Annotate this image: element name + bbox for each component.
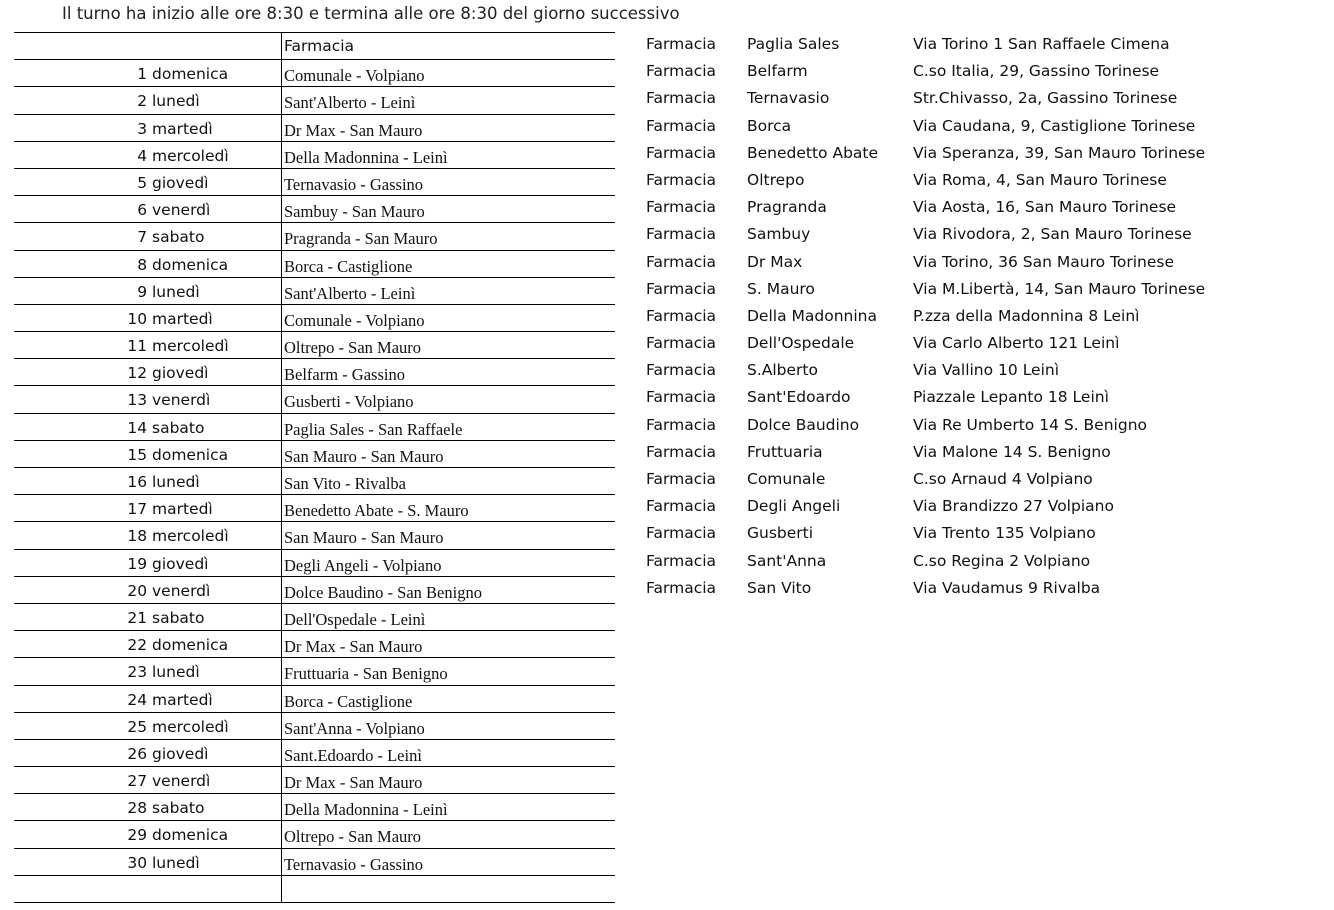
pharmacy-on-duty: San Vito - Rivalba	[284, 474, 406, 493]
weekday: mercoledì	[152, 337, 229, 356]
directory-name: Belfarm	[747, 62, 808, 81]
pharmacy-on-duty: Comunale - Volpiano	[284, 310, 425, 330]
directory-address: Via Torino, 36 San Mauro Torinese	[913, 252, 1174, 271]
pharmacy-on-duty: Della Madonnina - Leinì	[284, 800, 448, 820]
pharmacy-on-duty: Benedetto Abate - S. Mauro	[284, 501, 469, 521]
weekday: domenica	[152, 65, 229, 84]
schedule-row	[14, 849, 615, 876]
directory-type: Farmacia	[646, 442, 717, 461]
column-divider	[281, 577, 282, 604]
directory-address: C.so Regina 2 Volpiano	[913, 551, 1091, 570]
schedule-row	[14, 142, 615, 169]
schedule-day	[14, 364, 234, 382]
column-divider	[281, 33, 282, 60]
schedule-table	[14, 32, 615, 903]
day-number: 24	[127, 690, 148, 709]
column-divider	[281, 87, 282, 114]
directory-name: Degli Angeli	[747, 497, 841, 516]
schedule-row	[14, 468, 615, 495]
directory-type: Farmacia	[646, 89, 717, 108]
directory-address: Via Speranza, 39, San Mauro Torinese	[913, 143, 1206, 162]
schedule-row	[14, 767, 615, 794]
schedule-row	[14, 522, 615, 549]
directory-type: Farmacia	[646, 334, 717, 353]
schedule-day	[14, 718, 234, 736]
directory-name: Sambuy	[747, 225, 811, 244]
directory-name: San Vito	[747, 578, 812, 597]
pharmacy-on-duty: Borca - Castiglione	[284, 691, 413, 711]
schedule-row	[14, 359, 615, 386]
directory-name: Comunale	[747, 470, 826, 488]
pharmacy-on-duty: Paglia Sales - San Raffaele	[284, 419, 463, 439]
pharmacy-on-duty: Sant'Alberto - Leinì	[284, 283, 416, 303]
column-divider	[281, 767, 282, 794]
directory-address: Via Vaudamus 9 Rivalba	[913, 578, 1101, 597]
directory-type: Farmacia	[646, 35, 717, 53]
column-divider	[281, 604, 282, 631]
schedule-row	[14, 713, 615, 740]
day-number: 21	[127, 608, 148, 627]
column-divider	[281, 441, 282, 468]
weekday: martedì	[152, 500, 213, 519]
schedule-day	[14, 473, 234, 491]
day-number: 28	[127, 799, 148, 818]
pharmacy-on-duty: Dolce Baudino - San Benigno	[284, 582, 482, 602]
pharmacy-on-duty: San Mauro - San Mauro	[284, 528, 444, 548]
schedule-row	[14, 821, 615, 848]
pharmacy-on-duty: Dr Max - San Mauro	[284, 120, 423, 140]
directory-address: Via Brandizzo 27 Volpiano	[913, 497, 1114, 516]
column-divider	[281, 414, 282, 441]
weekday: giovedì	[152, 364, 209, 383]
weekday: venerdì	[152, 772, 211, 791]
page-title: Il turno ha inizio alle ore 8:30 e termina alle ore 8:30 del giorno successivo	[62, 4, 680, 23]
pharmacy-on-duty: Comunale - Volpiano	[284, 66, 425, 86]
directory-address: Via Torino 1 San Raffaele Cimena	[913, 35, 1170, 53]
column-divider	[281, 821, 282, 848]
schedule-row	[14, 495, 615, 522]
directory-type: Farmacia	[646, 415, 717, 434]
directory-type: Farmacia	[646, 497, 717, 516]
directory-name: Paglia Sales	[747, 35, 840, 53]
directory-address: P.zza della Madonnina 8 Leinì	[913, 306, 1140, 325]
column-divider	[281, 522, 282, 549]
schedule-day	[14, 636, 234, 654]
day-number: 12	[127, 364, 148, 383]
day-number: 5	[137, 173, 148, 192]
schedule-day	[14, 120, 234, 138]
directory-type: Farmacia	[646, 198, 717, 217]
day-number: 3	[137, 119, 148, 138]
column-divider	[281, 740, 282, 767]
directory-address: Via Vallino 10 Leinì	[913, 361, 1060, 380]
schedule-day	[14, 609, 234, 627]
column-divider	[281, 495, 282, 522]
schedule-row	[14, 251, 615, 278]
schedule-day	[14, 65, 234, 83]
column-divider	[281, 169, 282, 196]
day-number: 11	[127, 337, 148, 356]
column-divider	[281, 278, 282, 305]
directory-address: C.so Italia, 29, Gassino Torinese	[913, 62, 1160, 81]
day-number: 30	[127, 853, 148, 872]
schedule-day	[14, 854, 234, 872]
schedule-day	[14, 174, 234, 192]
column-divider	[281, 223, 282, 250]
directory-name: Dell'Ospedale	[747, 334, 855, 353]
column-divider	[281, 196, 282, 223]
pharmacy-on-duty: Dr Max - San Mauro	[284, 773, 423, 793]
column-divider	[281, 332, 282, 359]
weekday: lunedì	[152, 853, 200, 872]
directory-name: Borca	[747, 116, 792, 135]
weekday: domenica	[152, 636, 229, 655]
schedule-day	[14, 228, 234, 246]
schedule-day	[14, 92, 234, 110]
directory-type: Farmacia	[646, 116, 717, 135]
directory-name: S. Mauro	[747, 279, 815, 298]
weekday: domenica	[152, 445, 229, 464]
weekday: venerdì	[152, 201, 211, 220]
schedule-day	[14, 826, 234, 844]
schedule-day	[14, 745, 234, 763]
schedule-row	[14, 115, 615, 142]
day-number: 22	[127, 636, 148, 655]
weekday: sabato	[152, 228, 205, 247]
column-divider	[281, 686, 282, 713]
weekday: mercoledì	[152, 717, 229, 736]
column-divider	[281, 305, 282, 332]
day-number: 15	[127, 445, 148, 464]
directory-type: Farmacia	[646, 388, 717, 407]
directory-type: Farmacia	[646, 361, 717, 380]
pharmacy-on-duty: Sant.Edoardo - Leinì	[284, 745, 422, 765]
directory-name: Pragranda	[747, 198, 827, 217]
schedule-row	[14, 414, 615, 441]
pharmacy-on-duty: Belfarm - Gassino	[284, 365, 405, 385]
weekday: lunedì	[152, 473, 200, 491]
directory-address: Via Roma, 4, San Mauro Torinese	[913, 170, 1167, 189]
schedule-day	[14, 663, 234, 681]
schedule-day	[14, 256, 234, 274]
day-number: 16	[127, 473, 148, 491]
directory-type: Farmacia	[646, 62, 717, 81]
pharmacy-on-duty: Borca - Castiglione	[284, 256, 413, 276]
directory-type: Farmacia	[646, 252, 717, 271]
column-divider	[281, 876, 282, 903]
schedule-row	[14, 196, 615, 223]
column-divider	[281, 251, 282, 278]
weekday: mercoledì	[152, 527, 229, 546]
pharmacy-on-duty: Sant'Anna - Volpiano	[284, 718, 425, 738]
directory-name: Fruttuaria	[747, 442, 823, 461]
schedule-row	[14, 87, 615, 114]
schedule-row	[14, 169, 615, 196]
schedule-day	[14, 772, 234, 790]
weekday: giovedì	[152, 554, 209, 573]
schedule-day	[14, 391, 234, 409]
day-number: 1	[137, 65, 148, 84]
pharmacy-on-duty: Fruttuaria - San Benigno	[284, 664, 448, 684]
directory-name: Benedetto Abate	[747, 143, 879, 162]
directory-type: Farmacia	[646, 225, 717, 244]
pharmacy-on-duty: Degli Angeli - Volpiano	[284, 555, 442, 575]
pharmacy-on-duty: San Mauro - San Mauro	[284, 446, 444, 466]
schedule-row	[14, 686, 615, 713]
weekday: giovedì	[152, 173, 209, 192]
pharmacy-on-duty: Oltrepo - San Mauro	[284, 338, 422, 358]
directory-name: Sant'Anna	[747, 551, 827, 570]
schedule-row	[14, 794, 615, 821]
directory-name: Gusberti	[747, 524, 814, 543]
schedule-day	[14, 337, 234, 355]
column-divider	[281, 386, 282, 413]
directory-address: Via Rivodora, 2, San Mauro Torinese	[913, 225, 1192, 244]
directory-type: Farmacia	[646, 170, 717, 189]
schedule-row	[14, 441, 615, 468]
weekday: venerdì	[152, 581, 211, 600]
directory-address: Via Carlo Alberto 121 Leinì	[913, 334, 1120, 353]
directory-type: Farmacia	[646, 306, 717, 325]
day-number: 27	[127, 772, 148, 791]
weekday: giovedì	[152, 744, 209, 763]
weekday: lunedì	[152, 663, 200, 682]
schedule-row	[14, 223, 615, 250]
column-divider	[281, 713, 282, 740]
column-divider	[281, 550, 282, 577]
schedule-row	[14, 577, 615, 604]
schedule-row	[14, 305, 615, 332]
directory-type: Farmacia	[646, 279, 717, 298]
schedule-day	[14, 147, 234, 165]
day-number: 25	[127, 717, 148, 736]
column-divider	[281, 359, 282, 386]
day-number: 17	[127, 500, 148, 519]
day-number: 7	[137, 228, 148, 247]
schedule-day	[14, 799, 234, 817]
pharmacy-on-duty: Pragranda - San Mauro	[284, 229, 438, 249]
weekday: lunedì	[152, 92, 200, 111]
weekday: martedì	[152, 690, 213, 709]
directory-name: S.Alberto	[747, 361, 818, 380]
directory-name: Oltrepo	[747, 170, 805, 189]
directory-address: Via Re Umberto 14 S. Benigno	[913, 415, 1147, 434]
weekday: sabato	[152, 799, 205, 818]
directory-name: Ternavasio	[747, 89, 830, 108]
schedule-row	[14, 604, 615, 631]
schedule-row	[14, 60, 615, 87]
day-number: 8	[137, 255, 148, 274]
weekday: venerdì	[152, 391, 211, 410]
schedule-day	[14, 555, 234, 573]
weekday: mercoledì	[152, 146, 229, 165]
weekday: sabato	[152, 608, 205, 627]
schedule-row	[14, 740, 615, 767]
schedule-header-row	[14, 33, 615, 60]
day-number: 23	[127, 663, 148, 682]
directory-type: Farmacia	[646, 524, 717, 543]
day-number: 20	[127, 581, 148, 600]
pharmacy-column-header: Farmacia	[284, 37, 355, 55]
day-number: 2	[137, 92, 148, 111]
directory-type: Farmacia	[646, 551, 717, 570]
weekday: lunedì	[152, 282, 200, 301]
pharmacy-on-duty: Gusberti - Volpiano	[284, 392, 414, 412]
column-divider	[281, 468, 282, 495]
directory-name: Sant'Edoardo	[747, 388, 851, 407]
pharmacy-on-duty: Oltrepo - San Mauro	[284, 827, 422, 847]
column-divider	[281, 60, 282, 87]
schedule-day	[14, 419, 234, 437]
column-divider	[281, 631, 282, 658]
column-divider	[281, 794, 282, 821]
schedule-day	[14, 691, 234, 709]
day-number: 4	[137, 146, 148, 165]
pharmacy-on-duty: Dr Max - San Mauro	[284, 637, 423, 657]
weekday: sabato	[152, 418, 205, 437]
directory-type: Farmacia	[646, 578, 717, 597]
schedule-row	[14, 278, 615, 305]
directory-name: Della Madonnina	[747, 306, 877, 325]
schedule-empty-row	[14, 876, 615, 903]
day-number: 14	[127, 418, 148, 437]
directory-name: Dolce Baudino	[747, 415, 860, 434]
day-number: 19	[127, 554, 148, 573]
directory-address: C.so Arnaud 4 Volpiano	[913, 470, 1093, 488]
day-number: 6	[137, 201, 148, 220]
day-number: 29	[127, 826, 148, 845]
schedule-row	[14, 631, 615, 658]
weekday: domenica	[152, 826, 229, 845]
pharmacy-on-duty: Sambuy - San Mauro	[284, 202, 425, 222]
schedule-day	[14, 500, 234, 518]
directory-name: Dr Max	[747, 252, 803, 271]
day-number: 18	[127, 527, 148, 546]
schedule-day	[14, 527, 234, 545]
schedule-day	[14, 201, 234, 219]
day-number: 10	[127, 309, 148, 328]
directory-address: Via Trento 135 Volpiano	[913, 524, 1096, 543]
column-divider	[281, 115, 282, 142]
column-divider	[281, 849, 282, 876]
directory-address: Piazzale Lepanto 18 Leinì	[913, 388, 1109, 407]
schedule-day	[14, 446, 234, 464]
weekday: martedì	[152, 309, 213, 328]
schedule-day	[14, 582, 234, 600]
schedule-day	[14, 283, 234, 301]
directory-address: Via Caudana, 9, Castiglione Torinese	[913, 116, 1196, 135]
directory-address: Str.Chivasso, 2a, Gassino Torinese	[913, 89, 1178, 108]
pharmacy-on-duty: Ternavasio - Gassino	[284, 854, 424, 874]
weekday: martedì	[152, 119, 213, 138]
day-number: 26	[127, 744, 148, 763]
schedule-row	[14, 386, 615, 413]
column-divider	[281, 658, 282, 685]
directory-address: Via M.Libertà, 14, San Mauro Torinese	[913, 279, 1206, 298]
directory-type: Farmacia	[646, 143, 717, 162]
directory-type: Farmacia	[646, 470, 717, 488]
schedule-row	[14, 332, 615, 359]
day-number: 9	[137, 282, 148, 301]
schedule-row	[14, 550, 615, 577]
schedule-row	[14, 658, 615, 685]
pharmacy-on-duty: Della Madonnina - Leinì	[284, 147, 448, 167]
pharmacy-on-duty: Ternavasio - Gassino	[284, 174, 424, 194]
day-number: 13	[127, 391, 148, 410]
directory-address: Via Malone 14 S. Benigno	[913, 442, 1111, 461]
directory-address: Via Aosta, 16, San Mauro Torinese	[913, 198, 1177, 217]
weekday: domenica	[152, 255, 229, 274]
column-divider	[281, 142, 282, 169]
pharmacy-on-duty: Sant'Alberto - Leinì	[284, 93, 416, 113]
pharmacy-on-duty: Dell'Ospedale - Leinì	[284, 609, 426, 629]
schedule-day	[14, 310, 234, 328]
